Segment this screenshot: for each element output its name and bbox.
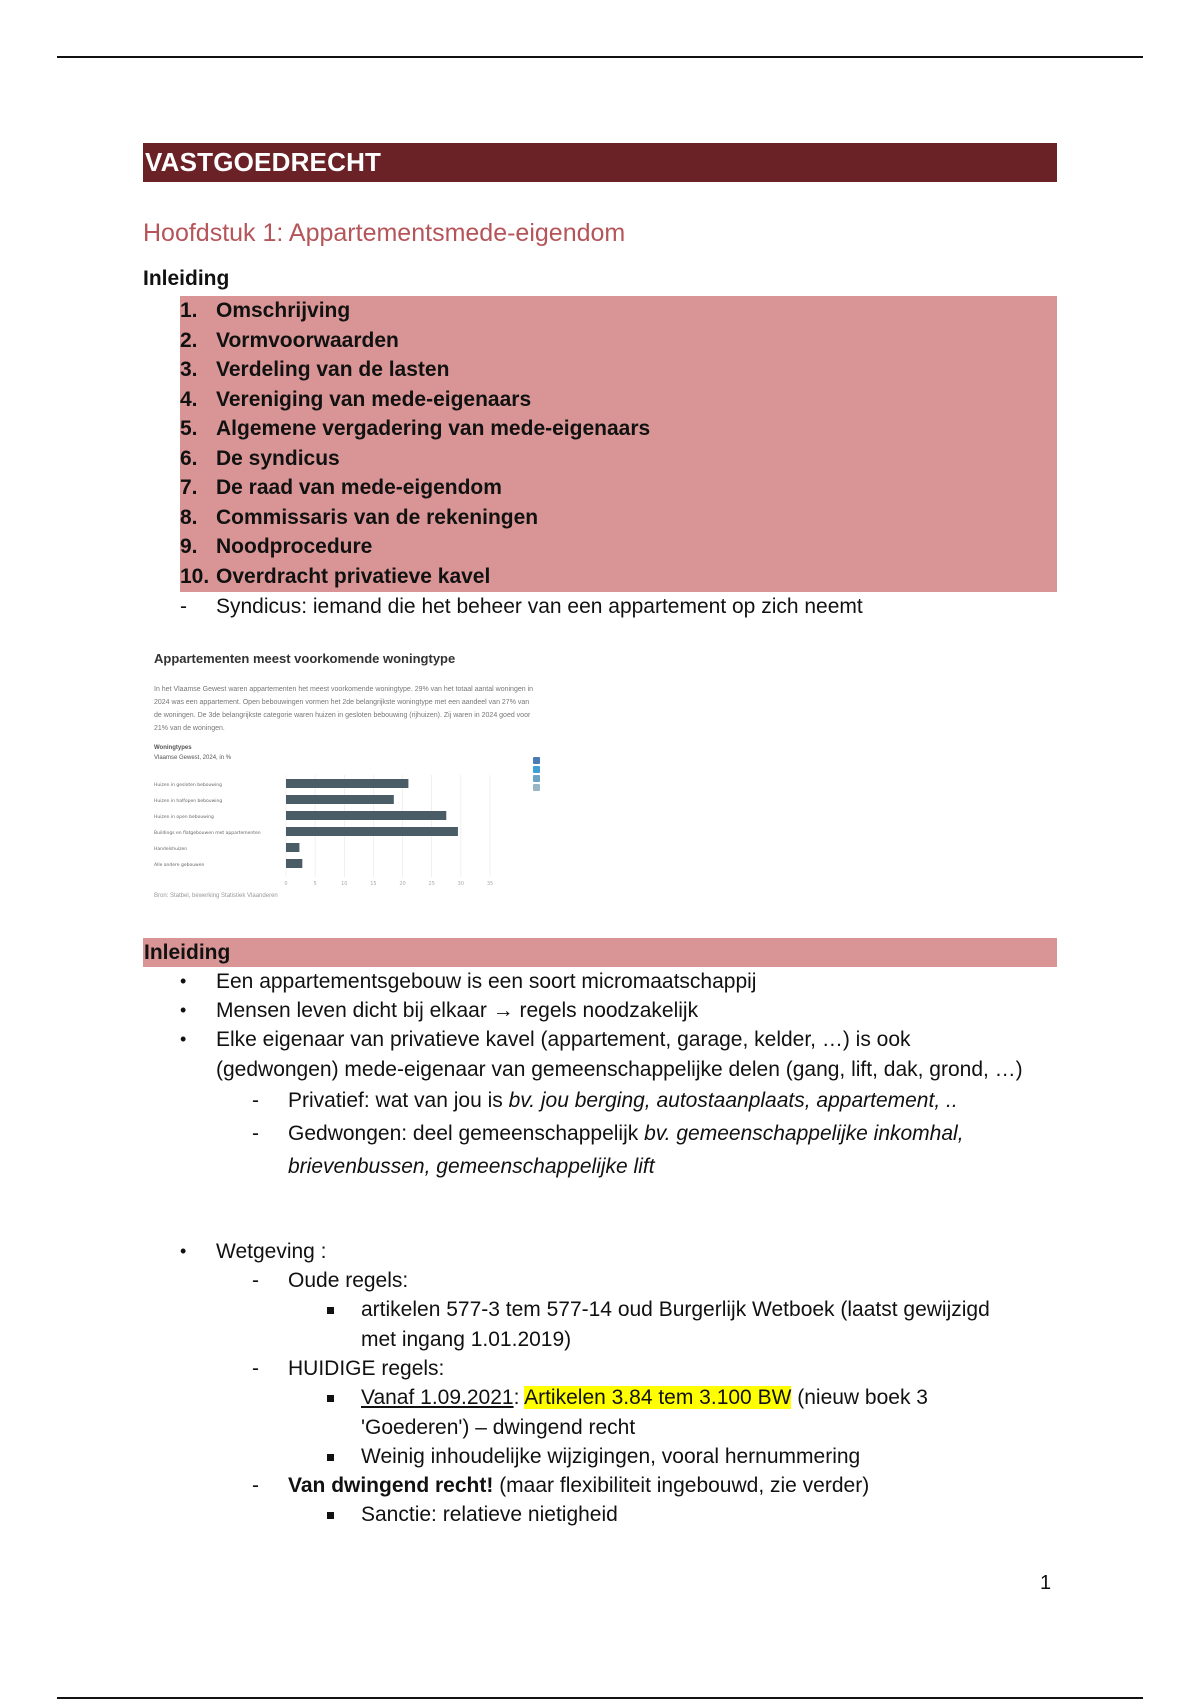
huidige-item: Weinig inhoudelijke wijzigingen, vooral hernummering — [361, 1445, 861, 1468]
chart-bar — [286, 811, 446, 820]
dash-bullet: - — [252, 1357, 259, 1380]
document-title: VASTGOEDRECHT — [143, 143, 1057, 182]
bullet-text: Elke eigenaar van privatieve kavel (appartement, garage, kelder, …) is ook — [216, 1028, 911, 1051]
chart-share-icon — [533, 757, 540, 764]
toc-item: 5. Algemene vergadering van mede-eigenaars — [180, 417, 651, 440]
chart-share-icon — [533, 775, 540, 782]
toc-item: 6. De syndicus — [180, 446, 340, 470]
toc-item: 1. Omschrijving — [180, 299, 351, 322]
huidige-item: Vanaf 1.09.2021: Artikelen 3.84 tem 3.100 BW (nieuw boek 3 — [361, 1386, 928, 1409]
chart-tick-label: 35 — [486, 881, 494, 887]
dash-bullet: - — [252, 1269, 259, 1292]
gedwongen-item-continued: brievenbussen, gemeenschappelijke lift — [288, 1155, 655, 1178]
toc-item: 2. Vormvoorwaarden — [180, 328, 399, 352]
privatief-item: Privatief: wat van jou is bv. jou berging, autostaanplaats, appartement, .. — [288, 1089, 958, 1112]
chart-tick-label: 20 — [399, 881, 406, 887]
bullet-dot: • — [180, 971, 187, 991]
page-number: 1 — [1040, 1572, 1052, 1594]
chart-tick-label: 10 — [341, 881, 348, 887]
gedwongen-item: Gedwongen: deel gemeenschappelijk bv. gemeenschappelijke inkomhal, — [288, 1122, 964, 1145]
chart-description: In het Vlaamse Gewest waren appartementen het meest voorkomende woningtype. 29% van het totaal aantal woningen in 2024 was een appartement. Open bebouwingen vormen het 2de belangrijkste woningtype met een aandeel van 27% van de woningen. De 3de belangrijkste categorie waren huizen in gesloten bebouwing (rijhuizen). Zij waren in 2024 goed voor 21% van de woningen. — [154, 686, 534, 732]
chart-bar — [286, 827, 458, 836]
oude-item: artikelen 577-3 tem 577-14 oud Burgerlijk Wetboek (laatst gewijzigd — [361, 1298, 990, 1321]
chart-subtitle: Woningtypes — [154, 745, 192, 751]
woningtype-chart — [148, 645, 548, 905]
huidige-item-continued: 'Goederen') – dwingend recht — [361, 1416, 636, 1439]
chart-category-label: Handelshuizen — [154, 847, 188, 852]
oude-regels: Oude regels: — [288, 1269, 409, 1292]
toc-item: 8. Commissaris van de rekeningen — [180, 505, 539, 529]
chart-tick-label: 30 — [457, 881, 465, 887]
huidige-regels: HUIDIGE regels: — [288, 1357, 445, 1380]
bullet-dot: • — [180, 1241, 187, 1261]
square-bullet — [327, 1307, 334, 1314]
header-rule — [57, 56, 1143, 58]
chart-bar — [286, 779, 408, 788]
chart-category-label: Huizen in gesloten bebouwing — [154, 783, 222, 788]
chart-bar — [286, 843, 299, 852]
chart-subtitle-2: Vlaamse Gewest, 2024, in % — [154, 755, 232, 761]
chart-bar — [286, 859, 302, 868]
chart-category-label: Buildings en flatgebouwen met appartementen — [154, 831, 261, 836]
toc-item: 4. Vereniging van mede-eigenaars — [180, 387, 532, 411]
bullet-text-continued: (gedwongen) mede-eigenaar van gemeenschappelijke delen (gang, lift, dak, grond, …) — [216, 1058, 1023, 1081]
bullet-text: Een appartementsgebouw is een soort micromaatschappij — [216, 970, 757, 993]
toc-item: 3. Verdeling van de lasten — [180, 358, 450, 381]
square-bullet — [327, 1454, 334, 1461]
chart-share-icon — [533, 766, 540, 773]
dash-bullet: - — [252, 1122, 259, 1145]
bullet-dot: • — [180, 1029, 187, 1049]
dash-bullet: - — [252, 1474, 259, 1497]
dash-bullet: - — [180, 595, 187, 618]
dwingend-recht: Van dwingend recht! (maar flexibiliteit ingebouwd, zie verder) — [288, 1474, 870, 1497]
section-heading: Inleiding — [143, 938, 1057, 967]
chart-bar — [286, 795, 394, 804]
table-of-contents — [180, 296, 1057, 592]
chart-category-label: Huizen in halfopen bebouwing — [154, 799, 223, 804]
footer-rule — [57, 1697, 1143, 1699]
toc-item: 10. Overdracht privatieve kavel — [180, 564, 491, 588]
chapter-heading: Hoofdstuk 1: Appartementsmede-eigendom — [143, 219, 626, 247]
chart-title: Appartementen meest voorkomende woningtype — [154, 651, 456, 666]
bullet-dot: • — [180, 1000, 187, 1020]
dash-bullet: - — [252, 1089, 259, 1112]
intro-heading: Inleiding — [143, 267, 230, 290]
square-bullet — [327, 1512, 334, 1519]
chart-tick-label: 5 — [313, 881, 317, 887]
chart-plot — [148, 645, 548, 905]
chart-category-label: Alle andere gebouwen — [154, 863, 205, 868]
chart-tick-label: 25 — [428, 881, 435, 887]
wetgeving-item: Wetgeving : — [216, 1240, 327, 1263]
sanctie-item: Sanctie: relatieve nietigheid — [361, 1503, 618, 1526]
chart-share-icon — [533, 784, 540, 791]
square-bullet — [327, 1395, 334, 1402]
bullet-text: Mensen leven dicht bij elkaar → regels noodzakelijk — [216, 999, 699, 1022]
chart-category-label: Huizen in open bebouwing — [154, 815, 214, 820]
chart-source: Bron: Statbel, bewerking Statistiek Vlaanderen — [154, 893, 278, 899]
chart-tick-label: 0 — [284, 881, 288, 887]
toc-item: 9. Noodprocedure — [180, 535, 373, 558]
oude-item-continued: met ingang 1.01.2019) — [361, 1328, 572, 1351]
toc-item: 7. De raad van mede-eigendom — [180, 476, 502, 499]
chart-tick-label: 15 — [370, 881, 377, 887]
